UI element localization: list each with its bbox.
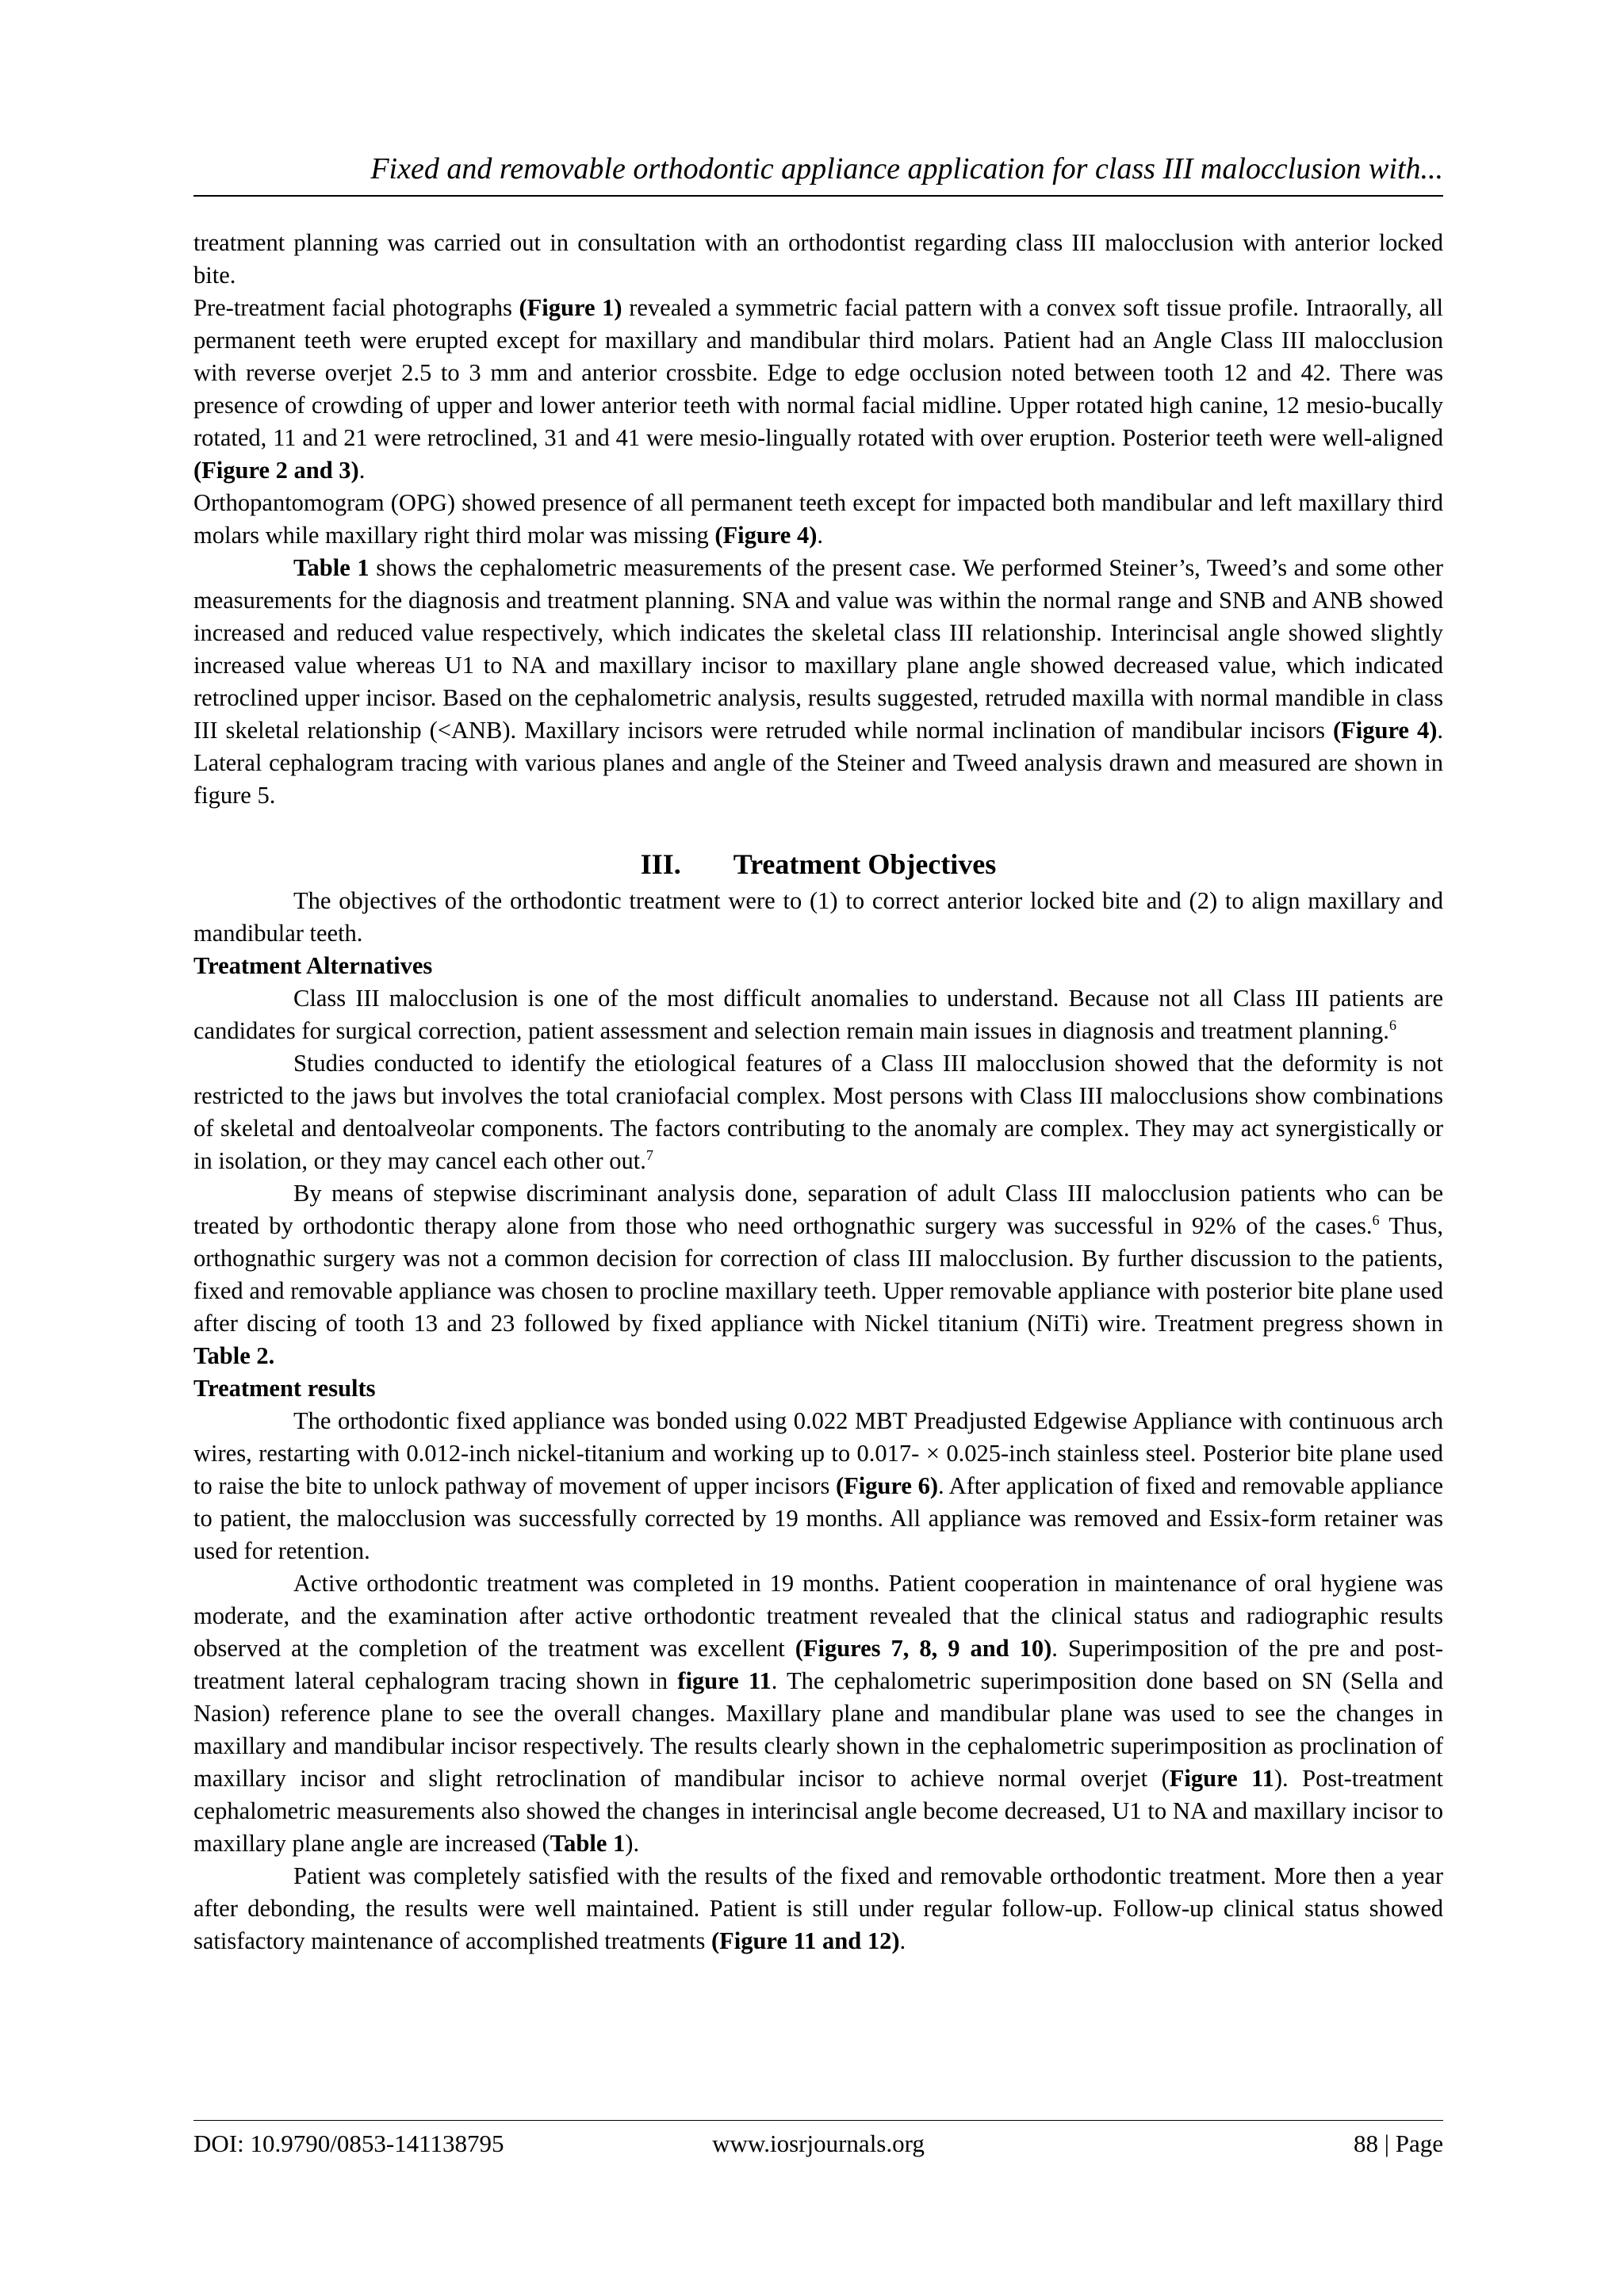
citation: 6 xyxy=(1372,1211,1380,1228)
table-ref: Table 1 xyxy=(550,1830,626,1857)
paragraph: The orthodontic fixed appliance was bonded using 0.022 MBT Preadjusted Edgewise Appliance with continuous arch wires, restarting with 0.012-inch nickel-titanium and working up to 0.017- × 0.025-inch stainless steel. Posterior bite plane used to raise the bite to unlock pathway of movement of upper incisors (Figure 6). After application of fixed and removable appliance to patient, the malocclusion was successfully corrected by 19 months. All appliance was removed and Essix-form retainer was used for retention. xyxy=(193,1407,1444,1564)
figure-ref: (Figures 7, 8, 9 and 10) xyxy=(795,1635,1052,1662)
figure-ref: (Figure 4) xyxy=(1332,717,1438,744)
table-ref: Table 2. xyxy=(193,1342,275,1369)
figure-ref: (Figure 6) xyxy=(835,1472,939,1499)
subsection-heading: Treatment Alternatives xyxy=(193,952,433,979)
citation: 6 xyxy=(1388,1016,1397,1033)
paragraph: Patient was completely satisfied with the results of the fixed and removable orthodontic treatment. More then a year after debonding, the results were well maintained. Patient is still under regular follow-up. Follow-up clinical status showed satisfactory maintenance of accomplished treatments (Figure 11 and 12). xyxy=(193,1862,1443,1954)
running-header: Fixed and removable orthodontic appliance application for class III malocclusion with... xyxy=(370,152,1443,186)
paragraph: Active orthodontic treatment was completed in 19 months. Patient cooperation in maintenance of oral hygiene was moderate, and the examination after active orthodontic treatment revealed that the clinical status and radiographic results observed at the completion of the treatment was excellent (Figures 7, 8, 9 and 10). Superimposition of the pre and post-treatment lateral cephalogram tracing shown in figure 11. The cephalometric superimposition done based on SN (Sella and Nasion) reference plane to see the overall changes. Maxillary plane and mandibular plane was used to see the changes in maxillary and mandibular incisor respectively. The results clearly shown in the cephalometric superimposition as proclination of maxillary incisor and slight retroclination of mandibular incisor to achieve normal overjet (Figure 11). Post-treatment cephalometric measurements also showed the changes in interincisal angle become decreased, U1 to NA and maxillary incisor to maxillary plane angle are increased (Table 1). xyxy=(193,1570,1444,1857)
paragraph: By means of stepwise discriminant analysis done, separation of adult Class III malocclusion patients who can be treated by orthodontic therapy alone from those who need orthognathic surgery was successful in 92% of the cases.$^6$ Thus, orthognathic surgery was not a common decision for correction of class III malocclusion. By further discussion to the patients, fixed and removable appliance was chosen to procline maxillary teeth. Upper removable appliance with posterior bite plane used after discing of tooth 13 and 23 followed by fixed appliance with Nickel titanium (NiTi) wire. Treatment pregress shown in Table 2. xyxy=(193,1180,1443,1369)
figure-ref: (Figure 1) xyxy=(519,294,622,321)
paragraph: Pre-treatment facial photographs (Figure 1) revealed a symmetric facial pattern with a convex soft tissue profile. Intraorally, all permanent teeth were erupted except for maxillary and mandibular third molars. Patient had an Angle Class III malocclusion with reverse overjet 2.5 to 3 mm and anterior crossbite. Edge to edge occlusion noted between tooth 12 and 42. There was presence of crowding of upper and lower anterior teeth with normal facial midline. Upper rotated high canine, 12 mesio-bucally rotated, 11 and 21 were retroclined, 31 and 41 were mesio-lingually rotated with over eruption. Posterior teeth were well-aligned (Figure 2 and 3). xyxy=(193,294,1444,484)
paragraph: Studies conducted to identify the etiological features of a Class III malocclusion showed that the deformity is not restricted to the jaws but involves the total craniofacial complex. Most persons with Class III malocclusions show combinations of skeletal and dentoalveolar components. The factors contributing to the anomaly are complex. They may act synergistically or in isolation, or they may cancel each other out.$^7$ xyxy=(193,1050,1443,1174)
citation: 7 xyxy=(645,1146,653,1163)
paragraph: The objectives of the orthodontic treatment were to (1) to correct anterior locked bite and (2) to align maxillary and mandibular teeth. xyxy=(193,887,1443,947)
figure-ref: (Figure 4) xyxy=(714,522,818,549)
doi-text: DOI: 10.9790/0853-141138795 xyxy=(193,2130,504,2157)
footer-rule xyxy=(193,2120,1443,2121)
section-heading: III. Treatment Objectives xyxy=(640,848,997,880)
article-body xyxy=(193,227,1443,1957)
figure-ref: (Figure 11 and 12) xyxy=(710,1927,900,1954)
journal-website: www.iosrjournals.org xyxy=(712,2130,925,2157)
paragraph: Table 1 shows the cephalometric measurements of the present case. We performed Steiner’s, Tweed’s and some other measurements for the diagnosis and treatment planning. SNA and value was within the normal range and SNB and ANB showed increased and reduced value respectively, which indicates the skeletal class III relationship. Interincisal angle showed slightly increased value whereas U1 to NA and maxillary incisor to maxillary plane angle showed decreased value, which indicated retroclined upper incisor. Based on the cephalometric analysis, results suggested, retruded maxilla with normal mandible in class III skeletal relationship (<ANB). Maxillary incisors were retruded while normal inclination of mandibular incisors (Figure 4). Lateral cephalogram tracing with various planes and angle of the Steiner and Tweed analysis drawn and measured are shown in figure 5. xyxy=(193,554,1443,809)
paragraph: Orthopantomogram (OPG) showed presence of all permanent teeth except for impacted both mandibular and left maxillary third molars while maxillary right third molar was missing (Figure 4). xyxy=(193,489,1443,549)
page-number: 88 | Page xyxy=(1354,2130,1443,2157)
paragraph: treatment planning was carried out in consultation with an orthodontist regarding class III malocclusion with anterior locked bite. xyxy=(193,229,1443,289)
paragraph: Class III malocclusion is one of the most difficult anomalies to understand. Because not all Class III patients are candidates for surgical correction, patient assessment and selection remain main issues in diagnosis and treatment planning.$^6$ xyxy=(193,985,1443,1044)
header-rule xyxy=(193,195,1443,197)
figure-ref: Figure 11 xyxy=(1169,1765,1274,1792)
figure-ref: (Figure 2 and 3) xyxy=(193,457,359,484)
table-ref: Table 1 xyxy=(293,554,370,581)
figure-ref: figure 11 xyxy=(677,1667,772,1694)
subsection-heading: Treatment results xyxy=(193,1375,376,1402)
